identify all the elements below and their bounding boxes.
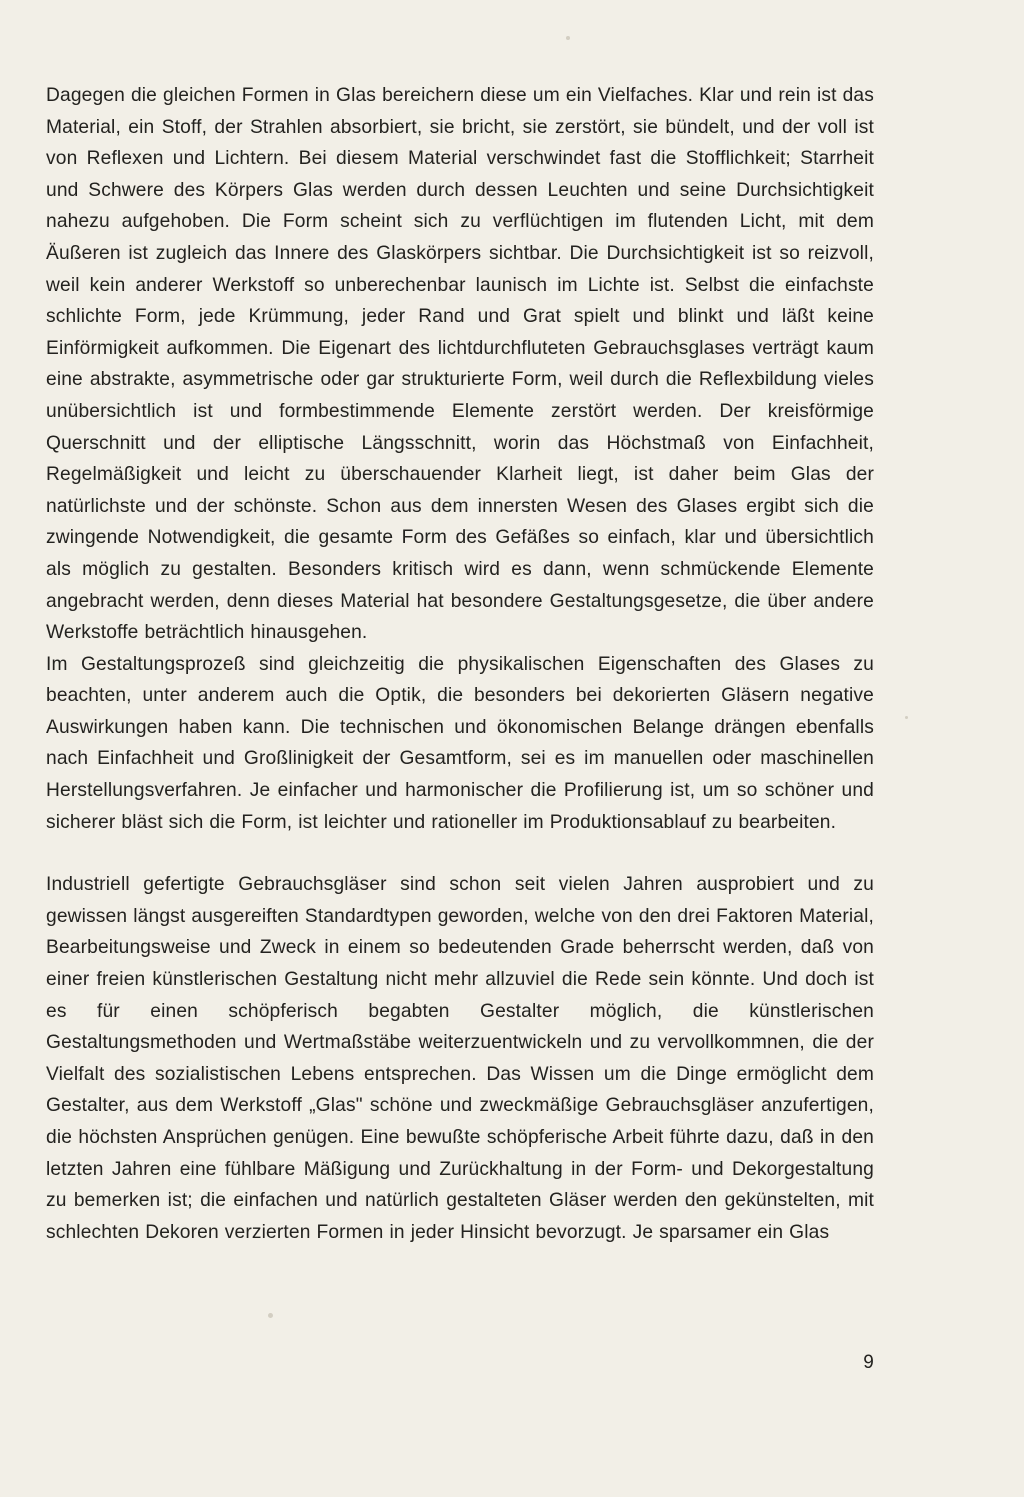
page-number: 9 xyxy=(863,1352,874,1373)
page-text-column xyxy=(46,80,874,1248)
body-paragraph: Dagegen die gleichen Formen in Glas bereichern diese um ein Vielfaches. Klar und rein ist das Material, ein Stoff, der Strahlen absorbiert, sie bricht, sie zerstört, sie bündelt, und der voll ist von Reflexen und Lichtern. Bei diesem Material verschwindet fast die Stofflichkeit; Starrheit und Schwere des Körpers Glas werden durch dessen Leuchten und seine Durchsichtigkeit nahezu aufgehoben. Die Form scheint sich zu verflüchtigen im flutenden Licht, mit dem Äußeren ist zugleich das Innere des Glaskörpers sichtbar. Die Durchsichtigkeit ist so reizvoll, weil kein anderer Werkstoff so unberechenbar launisch im Lichte ist. Selbst die einfachste schlichte Form, jede Krümmung, jeder Rand und Grat spielt und blinkt und läßt keine Einförmigkeit aufkommen. Die Eigenart des lichtdurchfluteten Gebrauchsglases verträgt kaum eine abstrakte, asymmetrische oder gar strukturierte Form, weil durch die Reflexbildung vieles unübersichtlich ist und formbestimmende Elemente zerstört werden. Der kreisförmige Querschnitt und der elliptische Längsschnitt, worin das Höchstmaß von Einfachheit, Regelmäßigkeit und leicht zu überschauender Klarheit liegt, ist daher beim Glas der natürlichste und der schönste. Schon aus dem innersten Wesen des Glases ergibt sich die zwingende Notwendigkeit, die gesamte Form des Gefäßes so einfach, klar und übersichtlich als möglich zu gestalten. Besonders kritisch wird es dann, wenn schmückende Elemente angebracht werden, denn dieses Material hat besondere Gestaltungsgesetze, die über andere Werkstoffe beträchtlich hinausgehen. xyxy=(46,85,874,644)
body-paragraph: Industriell gefertigte Gebrauchsgläser sind schon seit vielen Jahren ausprobiert und zu gewissen längst ausgereiften Standardtypen geworden, welche von den drei Faktoren Material, Bearbeitungsweise und Zweck in einem so bedeutenden Grade beherrscht werden, daß von einer freien künstlerischen Gestaltung nicht mehr allzuviel die Rede sein könnte. Und doch ist es für einen schöpferisch begabten Gestalter möglich, die künstlerischen Gestaltungsmethoden und Wertmaßstäbe weiterzuentwickeln und zu vervollkommnen, die der Vielfalt des sozialistischen Lebens entsprechen. Das Wissen um die Dinge ermöglicht dem Gestalter, aus dem Werkstoff „Glas" schöne und zweckmäßige Gebrauchsgläser anzufertigen, die höchsten Ansprüchen genügen. Eine bewußte schöpferische Arbeit führte dazu, daß in den letzten Jahren eine fühlbare Mäßigung und Zurückhaltung in der Form- und Dekorgestaltung zu bemerken ist; die einfachen und natürlich gestalteten Gläser werden den gekünstelten, mit schlechten Dekoren verzierten Formen in jeder Hinsicht bevorzugt. Je sparsamer ein Glas xyxy=(46,874,874,1243)
body-paragraph: Im Gestaltungsprozeß sind gleichzeitig die physikalischen Eigenschaften des Glases zu beachten, unter anderem auch die Optik, die besonders bei dekorierten Gläsern negative Auswirkungen haben kann. Die technischen und ökonomischen Belange drängen ebenfalls nach Einfachheit und Großlinigkeit der Gesamtform, sei es im manuellen oder maschinellen Herstellungsverfahren. Je einfacher und harmonischer die Profilierung ist, um so schöner und sicherer bläst sich die Form, ist leichter und rationeller im Produktionsablauf zu bearbeiten. xyxy=(46,653,874,833)
paper-speck xyxy=(905,716,908,719)
paper-speck xyxy=(268,1313,273,1318)
paper-speck xyxy=(566,36,570,40)
